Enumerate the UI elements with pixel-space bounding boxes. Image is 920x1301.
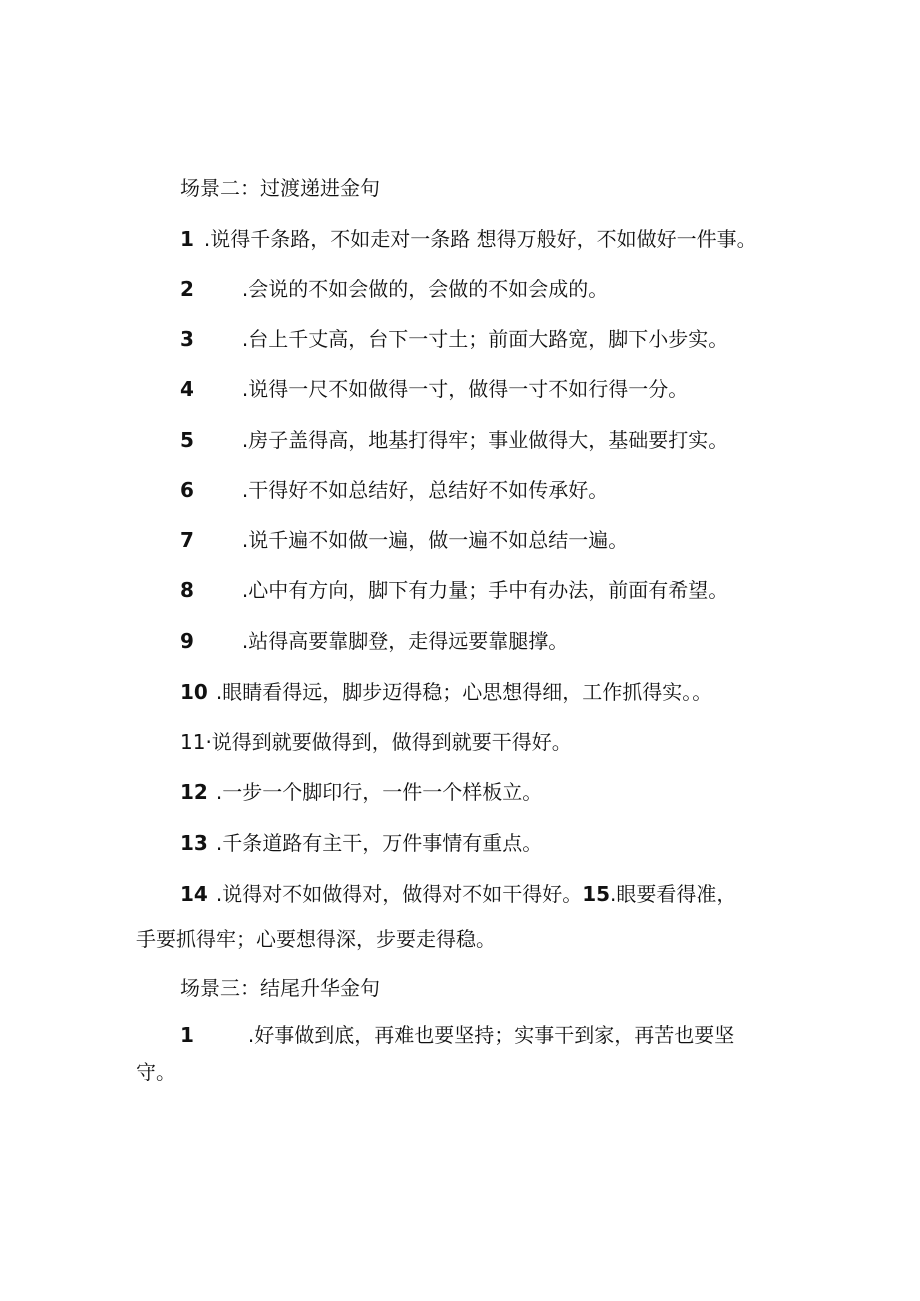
item-text: .会说的不如会做的，会做的不如会成的。 (241, 277, 609, 301)
item-text: .说得对不如做得对，做得对不如干得好。 (215, 882, 583, 906)
item-number: 1 (180, 1023, 194, 1047)
list-item (180, 528, 628, 552)
item-number: 2 (180, 277, 194, 301)
item-text: .好事做到底，再难也要坚持；实事干到家，再苦也要坚 (247, 1023, 735, 1047)
item-number: 10 (180, 680, 208, 704)
item-number: 15 (582, 882, 611, 906)
list-item-continuation: 手要抓得牢；心要想得深，步要走得稳。 (136, 927, 496, 951)
item-number: 8 (180, 578, 194, 602)
list-item (180, 377, 688, 401)
item-text: .一步一个脚印行，一件一个样板立。 (215, 780, 543, 804)
item-number: 6 (180, 478, 194, 502)
item-text: .眼睛看得远，脚步迈得稳；心思想得细，工作抓得实。。 (215, 680, 713, 704)
item-number: 3 (180, 327, 194, 351)
list-item (180, 730, 572, 754)
item-text: .台上千丈高，台下一寸土；前面大路宽，脚下小步实。 (241, 327, 729, 351)
list-item (180, 629, 568, 653)
list-item (180, 680, 712, 704)
item-number: 14 (180, 882, 208, 906)
list-item (180, 327, 728, 351)
list-item (180, 780, 542, 804)
list-item (180, 882, 736, 906)
item-text: .眼要看得准， (610, 882, 737, 906)
list-item (180, 227, 757, 251)
scene3-heading: 场景三：结尾升华金句 (180, 976, 380, 1000)
list-item (180, 277, 608, 301)
list-item-continuation: 守。 (136, 1060, 176, 1084)
item-text: ·说得到就要做得到，做得到就要干得好。 (205, 730, 572, 754)
item-number: 4 (180, 377, 194, 401)
item-text: .说千遍不如做一遍，做一遍不如总结一遍。 (241, 528, 629, 552)
list-item (180, 578, 728, 602)
item-number: 7 (180, 528, 194, 552)
item-text: .心中有方向，脚下有力量；手中有办法，前面有希望。 (241, 578, 729, 602)
item-text: .干得好不如总结好，总结好不如传承好。 (241, 478, 609, 502)
item-number: 12 (180, 780, 208, 804)
item-text: .千条道路有主干，万件事情有重点。 (215, 831, 543, 855)
list-item (180, 1023, 734, 1047)
item-text: .站得高要靠脚登，走得远要靠腿撑。 (241, 629, 569, 653)
scene2-heading: 场景二：过渡递进金句 (180, 176, 380, 200)
item-number: 11 (180, 730, 206, 754)
list-item (180, 831, 542, 855)
item-text: .房子盖得高，地基打得牢；事业做得大，基础要打实。 (241, 428, 729, 452)
item-text: .说得一尺不如做得一寸，做得一寸不如行得一分。 (241, 377, 689, 401)
item-text: .说得千条路，不如走对一条路 想得万般好，不如做好一件事。 (203, 227, 757, 251)
item-number: 1 (180, 227, 194, 251)
item-number: 9 (180, 629, 194, 653)
item-number: 13 (180, 831, 208, 855)
list-item (180, 428, 728, 452)
list-item (180, 478, 608, 502)
item-number: 5 (180, 428, 194, 452)
